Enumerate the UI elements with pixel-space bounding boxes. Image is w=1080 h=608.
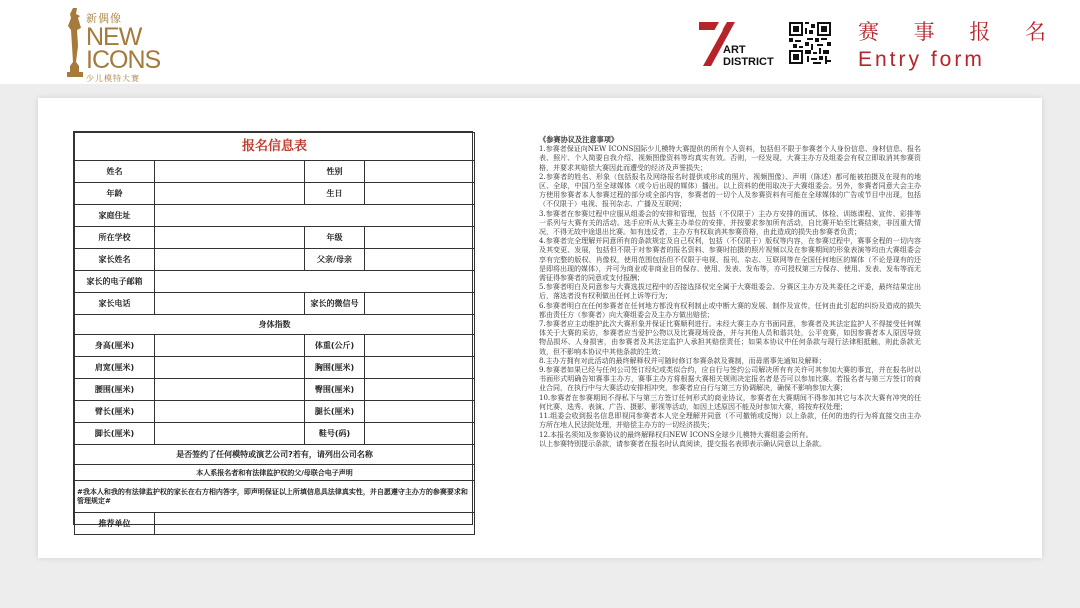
input-leg[interactable] (365, 401, 475, 423)
label-hip: 臀围(厘米) (305, 379, 365, 401)
label-weight: 体重(公斤) (305, 335, 365, 357)
new-icons-logo (64, 6, 174, 83)
terms-item: 10.参赛者在参赛期间不得私下与第三方签订任何形式的商业协议，参赛者在大赛期间不得参加其它与本次大赛有冲突的任何比赛、选秀、表演、广告、摄影、影视等活动，如因上述原因不能及时参加大赛，将按弃权处理； (539, 393, 921, 411)
input-weight[interactable] (365, 335, 475, 357)
input-hip[interactable] (365, 379, 475, 401)
label-arm: 臂长(厘米) (75, 401, 155, 423)
label-gender: 性别 (305, 161, 365, 183)
trophy-icon (64, 6, 86, 78)
terms-footer: 以上参赛特别提示条款，请参赛者在报名时认真阅读，提交报名表即表示确认同意以上条款。 (539, 439, 826, 448)
logo-line-new: NEW (86, 23, 142, 51)
label-birthday: 生日 (305, 183, 365, 205)
input-birthday[interactable] (365, 183, 475, 205)
terms-item: 7.参赛者应主动维护此次大赛形象并保证比赛顺利进行。未经大赛主办方书面同意，参赛者及其法定监护人不得接受任何媒体关于大赛的采访，参赛者应当爱护公物以及比赛现场设备，并与其他人员和谐共处，公平竞赛，如因参赛者本人原因导致物品损坏、人身损害，由参赛者及其法定监护人承担其赔偿责任；如果本协议中任何条款与现行法律相抵触，则此条款无效，但不影响本协议中其他条款的生效； (539, 320, 921, 356)
terms-item: 6.参赛者明白在任何参赛者在任何地方都没有权利制止或中断大赛的发展、制作及宣传，任何由此引起的纠纷及造成的损失都由责任方（参赛者）向大赛组委会及主办方做出赔偿； (539, 301, 921, 319)
terms-item: 4.参赛者完全理解并同意所有的条款规定及自己权利，包括（不仅限于）版权等内容，在参赛过程中，赛事全程的一切内容及其变更、发展，包括但不限于对参赛者的报名资料、参赛时拍摄的照片视频以及在参赛期间的形象表演等均由大赛组委会享有完整的版权、肖像权，使用范围包括但不仅限于电视、报刊、杂志、互联网等在全国任何地区的媒体（不论是现有的还是即将出现的媒体），并可为商业或非商业目的保存、使用、发表、发布等，亦可授权第三方保存、使用、发表、发布等而无需征得参赛者的同意或支付报酬； (539, 237, 921, 283)
input-parent-wechat[interactable] (365, 293, 475, 315)
logo-line-icons: ICONS (86, 46, 161, 74)
label-school: 所在学校 (75, 227, 155, 249)
label-grade: 年级 (305, 227, 365, 249)
terms-item: 11.组委会收到报名信息即视同参赛者本人完全理解并同意（不可撤销或反悔）以上条款，任何的违约行为将直接交由主办方所在地人民法院处理，并赔偿主办方的一切经济损失； (539, 412, 921, 430)
input-gender[interactable] (365, 161, 475, 183)
input-parent-name[interactable] (155, 249, 305, 271)
registration-form-table (73, 131, 473, 528)
terms-item: 8.主办方拥有对此活动的最终解释权并可随时修订参赛条款及赛制，而毋需事先通知及解释； (539, 356, 826, 365)
entry-form-title (858, 16, 1061, 72)
label-referrer: 推荐单位 (75, 513, 155, 535)
guardian-statement: #我本人和我的有法律监护权的家长在右方相内答字，即声明保证以上所填信息具法律真实性，并自愿遵守主办方的参赛要求和管理规定# (75, 481, 475, 513)
terms-item: 3.参赛者在参赛过程中应服从组委会的安排和管理，包括（不仅限于）主办方安排的面试、体检、训练课程、宣传、彩排等一系列与大赛有关的活动。选手应听从大赛主办单位的安排，并按要求参加所有活动，自比赛开始至比赛结束，非因重大情况，不得无故中途退出比赛。如有违反者，主办方有权取消其参赛资格，由此造成的损失由参赛者负责； (539, 209, 921, 237)
label-waist: 腰围(厘米) (75, 379, 155, 401)
label-parent-phone: 家长电话 (75, 293, 155, 315)
input-height[interactable] (155, 335, 305, 357)
input-shoulder[interactable] (155, 357, 305, 379)
qr-code-icon (789, 22, 831, 64)
art-district-text (723, 44, 774, 68)
logo-wordmark (86, 10, 160, 84)
input-parent-email[interactable] (155, 271, 475, 293)
terms-item: 5.参赛者明白及同意参与大赛选拔过程中的否接选择权完全属于大赛组委会、分赛区主办方及其委任之评委，最终结果定出后，落选者没有权利做出任何上诉等行为； (539, 283, 921, 301)
label-parent-email: 家长的电子邮箱 (75, 271, 155, 293)
terms-item: 9.参赛者如果已经与任何公司签订经纪或类似合约，应自行与签约公司解决所有有关许可其参加大赛的事宜，并在报名时以书面形式明确告知赛事主办方，赛事主办方将根据大赛相关规则决定报名者是否可以参加比赛。若报名者与第三方签订的商业合同，在执行中与大赛活动安排相冲突，参赛者应自行与第三方协调解决，确保不影响参加大赛； (539, 366, 921, 393)
body-section-header: 身体指数 (75, 315, 475, 335)
title-english: Entry form (858, 48, 985, 71)
label-height: 身高(厘米) (75, 335, 155, 357)
terms-item: 1.参赛者保证向NEW ICONS国际少儿模特大赛提供的所有个人资料，包括但不限于参赛者个人身份信息、身材信息、报名表、照片、个人简要自我介绍、视频图像资料等均真实有效。否则，一经发现，大赛主办方及组委会有权立即取消其参赛资格，并要求其赔偿大赛因此而遭受的经济及声誉损失； (539, 145, 921, 172)
terms-item: 12.本报名须知及参赛协议的最终解释权归NEW ICONS全球少儿模特大赛组委会所有。 (539, 430, 813, 439)
input-grade[interactable] (365, 227, 475, 249)
input-shoe[interactable] (365, 423, 475, 445)
page-header (0, 0, 1080, 84)
label-address: 家庭住址 (75, 205, 155, 227)
input-relation[interactable] (365, 249, 475, 271)
agency-question: 是否签约了任何模特或演艺公司?若有，请列出公司名称 (75, 445, 475, 465)
form-title: 报名信息表 (75, 133, 475, 161)
terms-section (539, 135, 921, 505)
label-leg: 腿长(厘米) (305, 401, 365, 423)
label-age: 年龄 (75, 183, 155, 205)
art-district-line1: ART (723, 44, 746, 56)
art-district-logo (697, 20, 777, 68)
label-shoulder: 肩宽(厘米) (75, 357, 155, 379)
input-arm[interactable] (155, 401, 305, 423)
label-shoe: 鞋号(码) (305, 423, 365, 445)
label-name: 姓名 (75, 161, 155, 183)
input-foot[interactable] (155, 423, 305, 445)
input-age[interactable] (155, 183, 305, 205)
input-parent-phone[interactable] (155, 293, 305, 315)
input-waist[interactable] (155, 379, 305, 401)
label-parent-wechat: 家长的微信号 (305, 293, 365, 315)
input-address[interactable] (155, 205, 475, 227)
terms-title: 《参赛协议及注意事项》 (539, 135, 619, 144)
input-school[interactable] (155, 227, 305, 249)
terms-item: 2.参赛者的姓名、形象（包括报名及网络报名时提供或形成的照片、视频图像）、声明（陈述）都可能被拍摄及在现有的地区、全球，中国乃至全球媒体（或今后出现的媒体）播出。以上资料的使用取决于大赛组委会。另外，参赛者同意大会主办方使用参赛者本人参赛过程的部分或全部内容，参赛者的一切个人及参赛资料有可能在全球媒体的广告或节目中出现，包括（不仅限于）电视、报刊杂志、广播及互联网； (539, 172, 921, 209)
art-district-line2: DISTRICT (723, 56, 774, 68)
guardian-statement-title: 本人系报名者和有法律监护权的父/母联合电子声明 (75, 465, 475, 481)
title-chinese: 赛 事 报 名 (858, 20, 1061, 44)
label-parent-name: 家长姓名 (75, 249, 155, 271)
input-referrer[interactable] (155, 513, 475, 535)
logo-subtitle: 少儿模特大赛 (86, 74, 140, 83)
logo-small-text: 新偶像 (86, 12, 122, 25)
label-relation: 父亲/母亲 (305, 249, 365, 271)
label-chest: 胸围(厘米) (305, 357, 365, 379)
input-name[interactable] (155, 161, 305, 183)
input-chest[interactable] (365, 357, 475, 379)
label-foot: 脚长(厘米) (75, 423, 155, 445)
